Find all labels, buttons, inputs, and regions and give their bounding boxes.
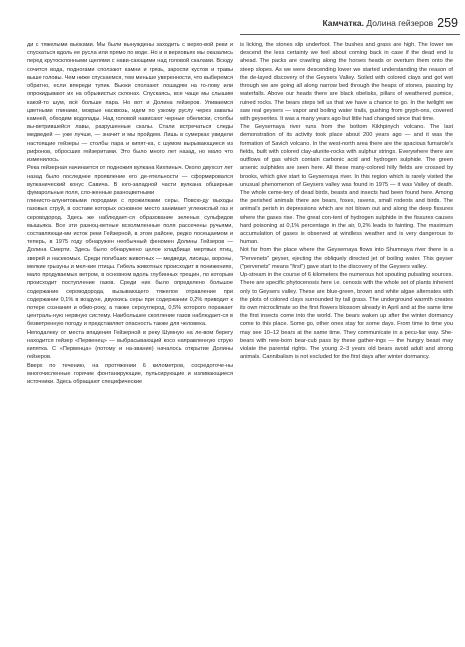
paragraph: Неподалеку от места впадения Гейзерной в реку Шумную на ле-вом берегу находится гейзер «Первенец» — выбрасывающий косо направленную струю кипятка. С «Первенца» (потому и на-звание) началось открытие Долины гейзеров.: [27, 329, 233, 361]
page-number: 259: [437, 16, 458, 30]
paragraph: ди с тяжелыми вьюками. Мы были вынуждены заходить с верхо-вой реки и спускаться вдоль ее русла или прямо по воде. Но и в верховьях мы оказались перед крутосклонными щелями с нави-сающими над головой скалами. Всюду сочится вода, подногами сползают камни и грязь, зароспи кустов и травы выше головы. Чем ниже спускаемся, тем меньше уверенности, что выберемся обратно, если впереди тупик. Вьюки сползают лошадям на го-лову или опрокидывают их на обрывистых склонах. Спускаясь, все чаще мы слышим какой-то шум, всё больше пара. Но вот и Долина гейзеров. Упиваемся цветными глинами, мокрые насквозь, идем по узкому руслу через завалы камней, обходим водопады. Над головой нависают черные обелиски, столбы вы-ветрившейся лавы, разрушенные скалы. Стали встречаться следы медведей — уже лучше, — значит и мы пройдем. Лишь в сумерках увидели настоящие гейзеры — столбы пара и кипят-ка, с шумом вырывающиеся из рифонов, обросших гейзеритами. Это было много лет назад, но мало что изменилось.: [27, 42, 233, 164]
paragraph: is licking, the stones slip underfoot. The bushes and grass are high. The lower we descend the less certainty we feel about coming back in case if the dead end is ahead. The packs are crawling along the horses heads or overturn them onto the steep slopes. As we were descending lower we started understanding the reason of the de-layed discovery of the Geysers Valley. Soiled with colored clays and got wet through we are going all along narrow bed through the heaps of stones, passing by waterfalls. Above our heads there are black obelisks, pillars of weathered pumice, ruined rocks. The bears steps tell us that we have a chance to go. In the twilight we saw real geysers — vapor and boiling water trails, gushing from gryph-ons, covered with geyserites. It was a many years ago but little had changed since that time.: [240, 42, 453, 122]
header-divider: [240, 34, 460, 35]
english-text-column: [240, 41, 453, 636]
running-head-subtitle: Долина гейзеров: [366, 18, 434, 28]
paragraph: Not far from the place where the Geysernaya flows into Shumnaya river there is a "Pervenets" geyser, ejecting the obliquely directed jet of boiling water. This geyser ("pervenets" means "first") gave start to the discovery of the Geysers valley.: [240, 247, 453, 270]
running-head-section: Камчатка.: [322, 18, 364, 28]
russian-text-column: [27, 41, 233, 636]
paragraph: Вверх по течению, на протяжении 6 километров, сосредоточе-ны многочисленные горячие фонтанирующие, пульсирующие и изливающиеся источники. Здесь обращают специфические: [27, 362, 233, 385]
running-head: [323, 18, 434, 28]
paragraph: Up-stream in the course of 6 kilometers the numerous hot spouting pulsating sources. There are specific phytocenosis here i.e. cenosis with the whole set of plants inherent only to Geysers valley. These are blue-green, brown and white algae alternates with the plots of colored clays surrounded by tall grass. The underground warmth creates its own microclimate so the first flowers blossom already in April and at the same time the first insects come into the world. The bears waken up after the winter dormancy come to this place. Some go, other ones stay for some days. From time to time you may see 10–12 bears at the same time. They communicate in a pecu-liar way. She-bears with new-born bear-cub pass by these gather-ings — the hungry beast may violate the parental rights. The young 2–3 years old bears avoid adult and strong animals. Cannibalism is not excluded for the first days after winter dormancy.: [240, 272, 453, 361]
paragraph: глинисто-алунитовыми породами с прожилками серы. Повсю-ду выходы газовых струй, в составе которых основное место занимает углекислый газ и сероводород. Здесь же наблюдает-ся образование зеленых сульфидов мышьяка. Все эти разноц-ветные всхолмленные поля рассечены ручьями, составляющи-ми исток реки Гейзерной, в этом районе, редко посещаемом и теперь, в 1975 году обнаружен необычный феномен Долины Гейзеров — Долина Смерти. Здесь было обнаружено целое кладбище мертвых птиц, зверей и насекомых. Среди погибших животных — медведи, лисицы, вороны, мелкие грызуны и мел-кие птицы. Гибель животных происходит в понижениях, мало продуваемых ветром, в основном вдоль глубинных трещин, по которым происходит поступление газов. Среди них было определено большое содержание сероводорода, вызывающего тяжелое отравление при содержании 0,1% в воздухе, двуокись серы при содержании 0,2% приводит к потере сознания и обмо-року, а также сероуглерод, 0,5% которого поражает централь-ную нервную систему. Наибольшее скопление газов наблюдает-ся в безветренную погоду и представляет опасность также для человека.: [27, 198, 233, 328]
page-header: [260, 12, 458, 34]
paragraph: The Geysernaya river runs from the bottom Kikhpinych volcano. The last demonstration of its activity took place about 200 years ago — and it was the formation of Savich volcano. In the west-north area there are the spacious fumarole's fields, built with colored clay-alunite-rocks with sulphur strings. Everywhere there are outflows of gas which contain carbonic acid and hydrogen sulphide. The green arsenic sulphides are seen here. All these many-colored hilly fields are crossed by brooks, which give start to Geysernaya river. In this region which is rarely visited the unusual phenomenon of Geysers valley was found in 1975 — it was Valley of death. The whole ceme-tery of dead birds, beasts and insects had been found here. Among the perished animals there are bears, foxes, ravens, small rodents and birds. The animal's perish in depressions which are not blown out and along the deep fissures where the gases rise. The great con-tent of hydrogen sulphide in the fissures causes hard poisoning at 0,1% percentage in the air, 0,2% leads to fainting. The maximum accumulation of gases is observed at windless weather and is very dangerous to human.: [240, 124, 453, 246]
paragraph: Река гейзерная начинается от подножия вулкана Кихпиныч. Около двухсот лет назад было последнее проявление его де-ятельности — сформировался вулканический конус Савича. В юго-западной части вулкана обширные фумарольные поля, сло-женные разноцветными: [27, 165, 233, 196]
